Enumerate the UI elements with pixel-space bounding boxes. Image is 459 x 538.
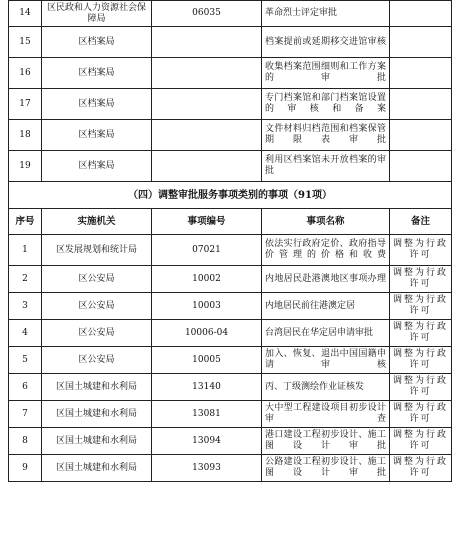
agency-cell: 区国土城建和水利局: [42, 455, 152, 482]
table-row: [9, 151, 452, 182]
header-code: 事项编号: [152, 209, 262, 235]
item-name-cell: 大中型工程建设项目初步设计审查: [262, 401, 390, 428]
item-name-cell: 革命烈士评定审批: [262, 1, 390, 27]
table-row: [9, 266, 452, 293]
code-cell: [152, 58, 262, 89]
table-row: [9, 374, 452, 401]
agency-cell: 区公安局: [42, 293, 152, 320]
code-cell: [152, 27, 262, 58]
header-agency: 实施机关: [42, 209, 152, 235]
row-number: 16: [9, 58, 42, 89]
note-cell: 调整为行政许可: [390, 320, 452, 347]
item-name-cell: 台湾居民在华定居申请审批: [262, 320, 390, 347]
code-cell: 10005: [152, 347, 262, 374]
agency-cell: 区民政和人力资源社会保障局: [42, 1, 152, 27]
row-number: 7: [9, 401, 42, 428]
table-row: [9, 58, 452, 89]
code-cell: 13140: [152, 374, 262, 401]
note-cell: [390, 27, 452, 58]
item-name-cell: 加入、恢复、退出中国国籍申请审核: [262, 347, 390, 374]
code-cell: 13093: [152, 455, 262, 482]
header-number: 序号: [9, 209, 42, 235]
note-cell: 调整为行政许可: [390, 293, 452, 320]
note-cell: [390, 151, 452, 182]
table-row: [9, 89, 452, 120]
note-cell: 调整为行政许可: [390, 374, 452, 401]
agency-cell: 区档案局: [42, 120, 152, 151]
item-name-cell: 港口建设工程初步设计、施工图设计审批: [262, 428, 390, 455]
code-cell: 10006-04: [152, 320, 262, 347]
code-cell: 10003: [152, 293, 262, 320]
agency-cell: 区国土城建和水利局: [42, 374, 152, 401]
agency-cell: 区档案局: [42, 89, 152, 120]
table-row: [9, 1, 452, 27]
row-number: 3: [9, 293, 42, 320]
table-row: [9, 401, 452, 428]
agency-cell: 区国土城建和水利局: [42, 428, 152, 455]
agency-cell: 区档案局: [42, 27, 152, 58]
row-number: 15: [9, 27, 42, 58]
item-name-cell: 丙、丁级测绘作业证核发: [262, 374, 390, 401]
header-item-name: 事项名称: [262, 209, 390, 235]
item-name-cell: 公路建设工程初步设计、施工图设计审批: [262, 455, 390, 482]
item-name-cell: 专门档案馆和部门档案馆设置的审核和备案: [262, 89, 390, 120]
note-cell: 调整为行政许可: [390, 428, 452, 455]
note-cell: [390, 120, 452, 151]
row-number: 9: [9, 455, 42, 482]
approval-items-table: [8, 0, 452, 482]
code-cell: 13094: [152, 428, 262, 455]
code-cell: 10002: [152, 266, 262, 293]
code-cell: 06035: [152, 1, 262, 27]
table-row: [9, 347, 452, 374]
item-name-cell: 内地居民前往港澳定居: [262, 293, 390, 320]
item-name-cell: 文件材料归档范围和档案保管期限表审批: [262, 120, 390, 151]
agency-cell: 区公安局: [42, 347, 152, 374]
code-cell: [152, 89, 262, 120]
row-number: 4: [9, 320, 42, 347]
agency-cell: 区档案局: [42, 58, 152, 89]
code-cell: [152, 151, 262, 182]
note-cell: 调整为行政许可: [390, 235, 452, 266]
code-cell: 07021: [152, 235, 262, 266]
table-row: [9, 235, 452, 266]
table-row: [9, 320, 452, 347]
note-cell: 调整为行政许可: [390, 347, 452, 374]
table-row: [9, 428, 452, 455]
note-cell: 调整为行政许可: [390, 266, 452, 293]
section-title: （四）调整审批服务事项类别的事项（91项）: [9, 182, 452, 209]
code-cell: 13081: [152, 401, 262, 428]
header-note: 备注: [390, 209, 452, 235]
item-name-cell: 档案提前或延期移交进馆审核: [262, 27, 390, 58]
row-number: 17: [9, 89, 42, 120]
note-cell: [390, 1, 452, 27]
row-number: 2: [9, 266, 42, 293]
row-number: 14: [9, 1, 42, 27]
note-cell: [390, 89, 452, 120]
agency-cell: 区公安局: [42, 320, 152, 347]
agency-cell: 区发展规划和统计局: [42, 235, 152, 266]
code-cell: [152, 120, 262, 151]
section-heading-row: [9, 182, 452, 209]
row-number: 18: [9, 120, 42, 151]
note-cell: 调整为行政许可: [390, 401, 452, 428]
row-number: 1: [9, 235, 42, 266]
note-cell: 调整为行政许可: [390, 455, 452, 482]
row-number: 8: [9, 428, 42, 455]
item-name-cell: 依法实行政府定价、政府指导价管理的价格和收费: [262, 235, 390, 266]
agency-cell: 区档案局: [42, 151, 152, 182]
column-header-row: [9, 209, 452, 235]
table-row: [9, 120, 452, 151]
note-cell: [390, 58, 452, 89]
agency-cell: 区国土城建和水利局: [42, 401, 152, 428]
agency-cell: 区公安局: [42, 266, 152, 293]
item-name-cell: 利用区档案馆未开放档案的审批: [262, 151, 390, 182]
row-number: 19: [9, 151, 42, 182]
row-number: 5: [9, 347, 42, 374]
table-row: [9, 27, 452, 58]
table-row: [9, 455, 452, 482]
row-number: 6: [9, 374, 42, 401]
item-name-cell: 内地居民赴港澳地区事项办理: [262, 266, 390, 293]
item-name-cell: 收集档案范围细则和工作方案的审批: [262, 58, 390, 89]
table-row: [9, 293, 452, 320]
